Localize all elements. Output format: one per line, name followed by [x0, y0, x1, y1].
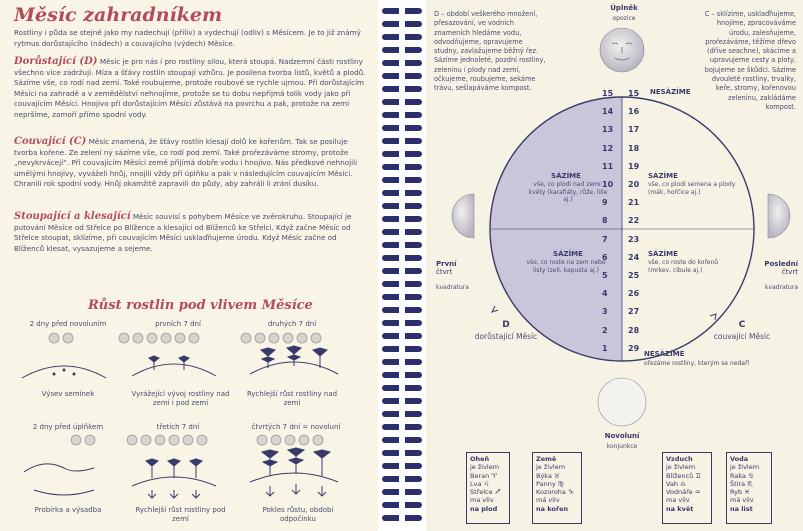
day-number-right: 16: [628, 107, 640, 117]
day-number-right: 17: [628, 125, 640, 135]
day-number-right: 25: [628, 271, 640, 280]
row1-top-2: prvních 7 dní: [155, 320, 201, 328]
intro-paragraph: Rostliny i půda se stejně jako my nadechují (příliv) a vydechují (odliv) s Měsícem. Je to již známý rytmus dorůstajícího (nádech) a couvajícího (výdech) Měsíce.: [14, 28, 361, 48]
new-moon-sub: konjunkce: [606, 443, 638, 450]
spiral-coil: [382, 255, 422, 261]
row2-top-3: čtvrtých 7 dní = novoluní: [251, 423, 341, 431]
spiral-coil: [382, 112, 422, 118]
day-number-right: 18: [628, 143, 640, 153]
waning-paragraph: [14, 137, 368, 190]
day-number-right: 24: [628, 252, 640, 262]
day-number-right: 19: [628, 161, 640, 171]
day-number-left: 8: [602, 216, 608, 226]
waning-text: Měsíc znamená, že šťávy rostlin klesají dolů ke kořenům. Tak se posiluje tvorba kořene. Ze zelení ny sázíme vše, co rodí pod zemí. Také prořezáváme stromy, protože „nevykrvácejí“. Při couvajícím Měsíci země přijímá dobře vodu i hnojivo. Nás předkové nehnojili umělými hnojivy, vyváželi hnůj, nnojili vždy při úplňku a pak v následujícím couvajícím Měsíci. Chranili rok spodní vody. Hnůj okamžitě zapravili do půdy, aby zahráli li zrání dusíku.: [14, 137, 358, 188]
full-moon-label: Úplněk: [610, 4, 638, 12]
day-number-left: 4: [602, 289, 608, 299]
spiral-coil: [382, 320, 422, 326]
c-label: couvající Měsíc: [713, 332, 771, 341]
day-number-left: 15: [602, 89, 614, 98]
spiral-coil: [382, 229, 422, 235]
element-box-water: Voda je živlem Raka ♋ Štíra ♏ Ryb ♓ má vliv na list: [726, 452, 772, 524]
spiral-coil: [382, 203, 422, 209]
spiral-coil: [382, 515, 422, 521]
spiral-coil: [382, 307, 422, 313]
element-box-earth: Země je živlem Býka ♉ Panny ♍ Kozoroha ♑ má vliv na kořen: [532, 452, 582, 524]
growing-paragraph: [14, 57, 368, 120]
spiral-coil: [382, 60, 422, 66]
day-number-right: 22: [628, 216, 640, 226]
element-box-fire: Oheň je živlem Beran ♈ Lva ♌ Střelce ♐ ma vliv na plod: [466, 452, 510, 524]
spiral-coil: [382, 372, 422, 378]
spiral-binding: [378, 0, 426, 531]
spiral-coil: [382, 73, 422, 79]
day-number-right: 21: [628, 198, 640, 208]
day-number-left: 14: [602, 107, 614, 117]
spiral-coil: [382, 34, 422, 40]
first-quarter-sub: kvadratura: [436, 284, 469, 291]
spiral-coil: [382, 411, 422, 417]
row2-bottom-3: Pokles růstu, období odpočinku: [262, 506, 334, 523]
q2-sub: vše, co plodí semena a plody (mák, hořčice aj.): [648, 181, 736, 196]
page-title: Měsíc zahradníkem: [14, 4, 223, 26]
day-number-right: 29: [628, 343, 640, 353]
spiral-coil: [382, 86, 422, 92]
day-number-left: 3: [602, 307, 608, 317]
spiral-coil: [382, 463, 422, 469]
c-letter: C: [738, 320, 746, 330]
day-number-left: 7: [602, 234, 608, 244]
spiral-coil: [382, 190, 422, 196]
spiral-coil: [382, 47, 422, 53]
q1-title: SÁZÍME: [551, 172, 581, 180]
spiral-coil: [382, 125, 422, 131]
d-letter: D: [502, 320, 510, 330]
row1-bottom-3: Rychlejší růst rostliny nad zemí: [246, 390, 338, 407]
spiral-coil: [382, 359, 422, 365]
spiral-coil: [382, 21, 422, 27]
spiral-coil: [382, 398, 422, 404]
spiral-coil: [382, 450, 422, 456]
q3-sub: vše, co roste na zem nebo listy (zelí, kapusta aj.): [526, 259, 606, 274]
d-label: dorůstající Měsíc: [474, 332, 538, 341]
day-number-left: 11: [602, 161, 614, 171]
rising-lead: Stoupající a klesající: [14, 211, 131, 222]
first-quarter-label: První čtvrt: [436, 260, 457, 276]
rising-text: Měsíc souvisí s pohybem Měsíce ve zvěrokruhu. Stoupající je putování Měsíce od Střelce po Blížence a klesající od Blíženců ke Střelci. Když začne Měsíc od Střelce stoupat, sklízíme, při couvajícím Měsíci usklaďňujeme úrodu. Když Měsíc začne od Blíženců klesat, vysazujeme a sejeme.: [14, 212, 352, 253]
nesazime-bottom-sub: ořezáme rostliny, kterým se nedaří: [644, 360, 750, 367]
last-quarter-label: Poslední čtvrt: [764, 260, 798, 276]
waning-lead: Couvající (C): [14, 136, 87, 147]
spiral-coil: [382, 346, 422, 352]
full-moon-sub: opozice: [612, 15, 636, 22]
row1-bottom-1: Výsev semínek: [41, 390, 95, 398]
spiral-coil: [382, 385, 422, 391]
day-number-right: 20: [628, 180, 640, 189]
day-number-left: 10: [602, 180, 614, 189]
d-description: D – období veškerého množení, přesazování, ve vodních znameních hledáme vodu, odvodňujeme, opravujeme studny, zavlažujeme běžný řez. Sázíme jednoleté, pozdní rostliny, zeleninu i plody nad zemí, očkujeme, roubujeme, sekáme trávu, sešlapáváme kompost.: [434, 10, 546, 93]
growing-text: Měsíc je pro nás i pro rostliny silou, která stoupá. Nadzemní části rostliny všechno více zadržují. Míza a šťávy rostlin stoupají vzhůru. Je posilena tvorba listů, květů a plodů. Sázíme vše, co rodí nad zemí. Také roubujeme, protože roubové se rychle ujmou. Při dorůstajícím Měsíci na zahradě a v zemědělství nehnojíme, protože se tu dobu nepřijmá tolik vody jako při couvajícím Měsíci. Hnojivo při dorůstajícím Měsíci zůstává na povrchu a pak, protože na zemi nepršíme, zamoří přímo spodní vody.: [14, 57, 366, 119]
day-number-left: 5: [602, 271, 608, 280]
spiral-coil: [382, 437, 422, 443]
spiral-coil: [382, 177, 422, 183]
arrow-d-icon: [492, 306, 498, 312]
q3-title: SÁZÍME: [553, 250, 583, 258]
spiral-coil: [382, 138, 422, 144]
day-number-right: 26: [628, 289, 640, 299]
day-number-left: 6: [602, 252, 608, 262]
left-page: [0, 0, 378, 531]
spiral-coil: [382, 502, 422, 508]
spiral-coil: [382, 476, 422, 482]
spiral-coil: [382, 8, 422, 14]
spiral-coil: [382, 151, 422, 157]
day-number-left: 2: [602, 325, 608, 335]
nesazime-bottom: NESÁZÍME: [644, 350, 685, 358]
day-number-right: 27: [628, 307, 640, 317]
day-number-left: 12: [602, 143, 614, 153]
last-quarter-sub: kvadratura: [765, 284, 798, 291]
first-quarter-icon: [452, 194, 474, 238]
day-number-right: 23: [628, 234, 640, 244]
row2-illustration: [14, 432, 368, 504]
q1-sub: vše, co plodí nad zemí: květy (karafiáty, růže, lilie aj.): [528, 181, 608, 203]
section-title: Růst rostlin pod vlivem Měsíce: [88, 298, 313, 313]
row1-top-3: druhých 7 dní: [267, 320, 317, 328]
new-moon-label: Novoluní: [604, 432, 640, 440]
q2-title: SÁZÍME: [648, 172, 678, 180]
row2-bottom-1: Probírka a výsadba: [34, 506, 102, 514]
last-quarter-icon: [768, 194, 790, 238]
c-description: C – sklízíme, usklaďňujeme, hnojíme, zpracováváme úrodu, zalesňujeme, prořezáváme, těžíme dřevo (dříve seachne), skácíme a upravujeme cesty a ploty, bojujeme se škůdci. Sázíme dvouleté rostliny, trvalky, keře, stromy, kořenovou zeleninu, zakládáme kompost.: [704, 10, 796, 111]
row1-bottom-2: Vyrážející vývoj rostliny nad zemí i pod zemí: [131, 390, 230, 407]
day-number-left: 9: [602, 198, 608, 208]
spiral-coil: [382, 424, 422, 430]
spiral-coil: [382, 294, 422, 300]
spiral-coil: [382, 489, 422, 495]
row2-top-1: 2 dny před úplňkem: [32, 423, 104, 431]
row1-top-1: 2 dny před novoluním: [29, 320, 107, 328]
day-number-right: 15: [628, 89, 640, 98]
right-page: [426, 0, 803, 531]
spiral-coil: [382, 281, 422, 287]
day-number-right: 28: [628, 325, 640, 335]
element-box-air: Vzduch je živlem Blíženců ♊ Vah ♎ Vodnáře ♒ ma vliv na květ: [662, 452, 712, 524]
spiral-coil: [382, 242, 422, 248]
new-moon-icon: [598, 378, 646, 426]
day-number-left: 13: [602, 125, 614, 135]
nesazime-top: NESÁZÍME: [650, 88, 691, 96]
day-number-left: 1: [602, 343, 608, 353]
row2-bottom-2: Rychlejší růst rostliny pod zemí: [135, 506, 226, 523]
spiral-coil: [382, 268, 422, 274]
q4-sub: vše, co roste do kořenů (mrkev, cibule aj.): [648, 259, 719, 274]
rising-paragraph: [14, 212, 368, 254]
spiral-coil: [382, 216, 422, 222]
q4-title: SÁZÍME: [648, 250, 678, 258]
row1-illustration: [14, 330, 368, 390]
spiral-coil: [382, 99, 422, 105]
spiral-coil: [382, 333, 422, 339]
row2-top-2: třetích 7 dní: [156, 423, 200, 431]
spiral-coil: [382, 164, 422, 170]
growing-lead: Dorůstající (D): [14, 56, 98, 67]
